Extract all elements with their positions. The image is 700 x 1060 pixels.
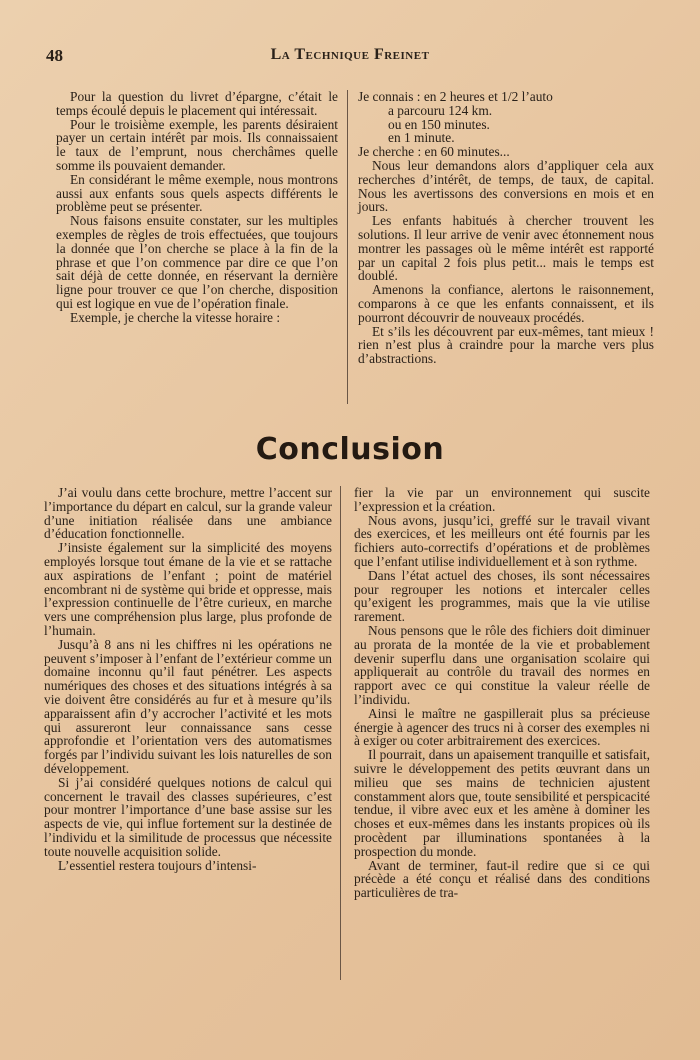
running-title: La Technique Freinet bbox=[270, 46, 430, 63]
paragraph: Nous pensons que le rôle des fichiers doit diminuer au prorata de la montée de la vie et probablement devenir superflu dans une organisation scolaire qui appliquerait au contrôle du travail des normes en rapport avec ce qui constitue la valeur réelle de l’individu. bbox=[354, 622, 650, 707]
paragraph: Nous leur demandons alors d’appliquer cela aux recherches d’intérêt, de temps, de taux, de capital. Nous les avertissons des conversions en mois et en jours. bbox=[358, 157, 654, 215]
example-line: ou en 150 minutes. bbox=[388, 116, 490, 132]
paragraph: fier la vie par un environnement qui suscite l’expression et la création. bbox=[354, 485, 650, 514]
paragraph: Jusqu’à 8 ans ni les chiffres ni les opérations ne peuvent s’imposer à l’enfant de l’extérieur comme un domaine inconnu qu’il faut pénétrer. Les aspects numériques des choses et des situations intégrés à sa vie doivent être considérés au fur et à mesure qu’ils apparaissent afin d’y accrocher l’activité et les mots qui assureront leur connaissance sans cesse approfondie et l’orientation vers des automatismes forgés par l’individu suivant les lois naturelles de son développement. bbox=[44, 636, 332, 776]
bottom-right-column bbox=[354, 486, 650, 900]
paragraph: Les enfants habitués à chercher trouvent les solutions. Il leur arrive de venir avec étonnement nous montrer les passages où le même intérêt est rapporté par un capital 2 fois plus petit... mais le temps est doublé. bbox=[358, 213, 654, 284]
paragraph: Et s’ils les découvrent par eux-mêmes, tant mieux ! rien n’est plus à craindre pour la marche vers plus d’abstractions. bbox=[358, 323, 654, 367]
example-line: Je connais : en 2 heures et 1/2 l’auto bbox=[358, 89, 553, 104]
paragraph: Ainsi le maître ne gaspillerait plus sa précieuse énergie à agencer des trucs ni à corser des exemples ni à exiger ou coter arbitrairement des exercices. bbox=[354, 705, 650, 749]
example-line: Je cherche : en 60 minutes... bbox=[358, 144, 510, 160]
paragraph: Pour la question du livret d’épargne, c’était le temps écoulé depuis le placement qui intéressait. bbox=[56, 89, 338, 118]
paragraph: Nous faisons ensuite constater, sur les multiples exemples de règles de trois effectuées, que toujours la donnée que l’on cherche se place à la fin de la phrase et que l’on commence par dire ce que l’on sait déjà de cette donnée, en réservant la dernière ligne pour trouver ce que l’on cherche, disposition qui est logique en vue de l’opération finale. bbox=[56, 213, 338, 311]
paragraph: Amenons la confiance, alertons le raisonnement, comparons à ce que les enfants connaissent, et ils pourront découvrir de nouveaux procédés. bbox=[358, 282, 654, 325]
example-line: a parcouru 124 km. bbox=[388, 102, 493, 118]
paragraph: J’insiste également sur la simplicité des moyens employés lorsque tout émane de la vie et se rattache aux aspirations de l’enfant ; point de matériel encombrant ni de système qui bride et oppresse, mais l’expression continuelle de l’être curieux, en marche vers une compréhension plus large, plus profonde de l’humain. bbox=[44, 540, 332, 638]
paragraph: J’ai voulu dans cette brochure, mettre l’accent sur l’importance du départ en calcul, sur la grande valeur d’une initiation réalisée dans une ambiance d’éducation fonctionnelle. bbox=[44, 485, 332, 542]
paragraph: Nous avons, jusqu’ici, greffé sur le travail vivant des exercices, et les meilleurs ont été fournis par les fichiers auto-correctifs d’opérations et de problèmes que l’enfant utilise individuellement et à son rythme. bbox=[354, 512, 650, 569]
column-divider bbox=[340, 486, 341, 980]
page-header bbox=[46, 44, 654, 68]
paragraph: L’essentiel restera toujours d’intensi- bbox=[58, 857, 257, 873]
column-divider bbox=[347, 90, 348, 404]
top-right-column bbox=[358, 90, 654, 366]
paragraph: En considérant le même exemple, nous montrons aussi aux enfants sous quels aspects différents le problème peut se présenter. bbox=[56, 171, 338, 215]
paragraph: Pour le troisième exemple, les parents désiraient payer un certain intérêt par mois. Ils connaissaient le taux de l’emprunt, nous cherchâmes quelle somme ils pouvaient demander. bbox=[56, 116, 338, 173]
section-title: Conclusion bbox=[255, 432, 445, 467]
paragraph: Exemple, je cherche la vitesse horaire : bbox=[70, 309, 281, 325]
page-number: 48 bbox=[46, 46, 63, 65]
example-line: en 1 minute. bbox=[388, 130, 455, 146]
paragraph: Il pourrait, dans un apaisement tranquille et satisfait, suivre le développement des petits œuvrant dans un milieu que ses mains de technicien ajustent constamment alors que, toute sensibilité et perspicacité tendue, il vibre avec eux et les amène à dominer les choses et eux-mêmes dans les instants propices où ils procèdent par illuminations spontanées à la prospection du monde. bbox=[354, 747, 650, 859]
paragraph: Avant de terminer, faut-il redire que si ce qui précède a été conçu et réalisé dans des conditions particulières de tra- bbox=[354, 857, 650, 901]
top-left-column bbox=[56, 90, 338, 325]
paragraph: Si j’ai considéré quelques notions de calcul qui concernent le travail des classes supérieures, c’est pour montrer l’importance d’une base assise sur les aspects de vie, qui influe fortement sur la destinée de l’individu et la similitude de processus que nécessite toute nouvelle acquisition solide. bbox=[44, 774, 332, 859]
paragraph: Dans l’état actuel des choses, ils sont nécessaires pour regrouper les notions et intercaler celles qu’exigent les programmes, mais que la vie utilise rarement. bbox=[354, 567, 650, 625]
bottom-left-column bbox=[44, 486, 332, 872]
